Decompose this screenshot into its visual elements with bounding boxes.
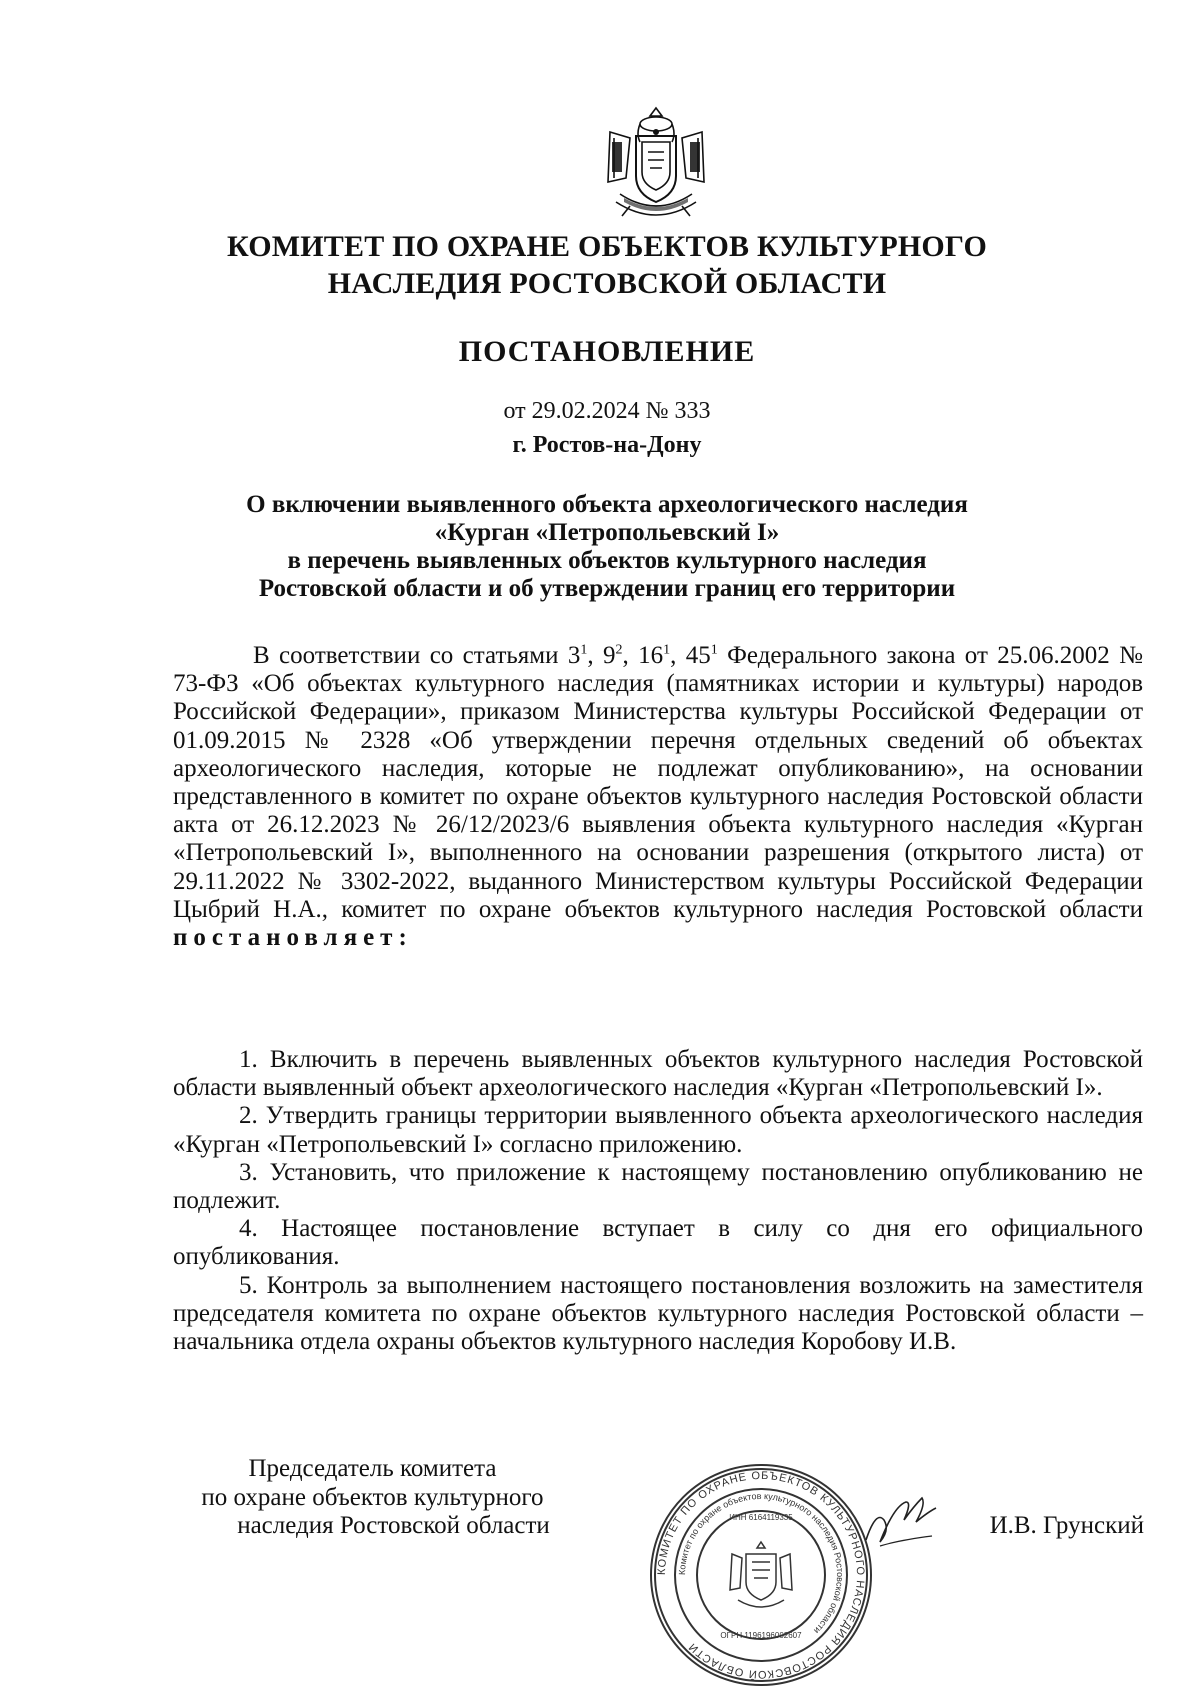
decree-item-2: 2. Утвердить границы территории выявленного объекта археологического наследия «Курган «Петропольевский I» согласно приложению.	[173, 1102, 1143, 1158]
position-line-2: по охране объектов культурного	[201, 1483, 544, 1511]
organization-name	[0, 228, 1200, 302]
subject-line-4: Ростовской области и об утверждении границ его территории	[258, 575, 956, 602]
subject-line-1: О включении выявленного объекта археологического наследия	[246, 491, 968, 518]
stamp-inner-text: Комитет по охране объектов культурного наследия Ростовской области	[676, 1490, 846, 1636]
stamp-outer-text: КОМИТЕТ ПО ОХРАНЕ ОБЪЕКТОВ КУЛЬТУРНОГО НАСЛЕДИЯ РОСТОВСКОЙ ОБЛАСТИ	[655, 1469, 867, 1681]
organization-line-2: НАСЛЕДИЯ РОСТОВСКОЙ ОБЛАСТИ	[327, 267, 887, 300]
decree-items	[173, 1046, 1143, 1356]
stamp-inn: ИНН 6164119335	[729, 1513, 793, 1522]
document-subject	[0, 491, 1200, 603]
signatory-position	[160, 1455, 585, 1541]
subject-line-3: в перечень выявленных объектов культурного наследия	[287, 547, 927, 574]
position-line-1: Председатель комитета	[248, 1455, 497, 1482]
preamble-text-1: В соответствии со статьями 3	[253, 642, 581, 669]
preamble-text-5: Федерального закона от 25.06.2002 № 73-ФЗ «Об объектах культурного наследия (памятниках истории и культуры) народов Российской Федерации», приказом Министерства культуры Российской Федерации от 01.09.2015 № 2328 «Об утверждении перечня отдельных сведений об объектах археологического наследия, которые не подлежат опубликованию», на основании представленного в комитет по охране объектов культурного наследия Ростовской области акта от 26.12.2023 № 26/12/2023/6 выявления объекта культурного наследия «Курган «Петропольевский I», выполненного на основании разрешения (открытого листа) от 29.11.2022 № 3302-2022, выданного Министерством культуры Российской Федерации Цыбрий Н.А., комитет по охране объектов культурного наследия Ростовской области	[173, 642, 1144, 923]
document-city: г. Ростов-на-Дону	[512, 432, 702, 458]
organization-line-1: КОМИТЕТ ПО ОХРАНЕ ОБЪЕКТОВ КУЛЬТУРНОГО	[227, 230, 987, 263]
preamble-paragraph	[173, 642, 1143, 952]
stamp-ogrn: ОГРН 1196196002607	[720, 1631, 802, 1640]
coat-of-arms-emblem	[600, 102, 712, 220]
decree-word: постановляет:	[173, 924, 413, 952]
svg-text:КОМИТЕТ ПО ОХРАНЕ ОБЪЕКТОВ КУЛ	[656, 1470, 866, 1681]
decree-item-4: 4. Настоящее постановление вступает в силу со дня его официального опубликования.	[173, 1215, 1143, 1271]
superscript-4: 1	[710, 642, 718, 658]
decree-item-3: 3. Установить, что приложение к настоящему постановлению опубликованию не подлежит.	[173, 1158, 1143, 1215]
subject-line-2: «Курган «Петропольевский I»	[434, 519, 780, 546]
document-date-number: от 29.02.2024 № 333	[503, 398, 711, 424]
decree-item-5: 5. Контроль за выполнением настоящего постановления возложить на заместителя председателя комитета по охране объектов культурного наследия Ростовской области – начальника отдела охраны объектов культурного наследия Коробову И.В.	[173, 1271, 1143, 1356]
document-type: ПОСТАНОВЛЕНИЕ	[458, 335, 756, 368]
superscript-3: 1	[663, 642, 671, 658]
superscript-2: 2	[615, 642, 623, 658]
decree-item-1: 1. Включить в перечень выявленных объектов культурного наследия Ростовской области выявленный объект археологического наследия «Курган «Петропольевский I».	[173, 1046, 1143, 1102]
position-line-3: наследия Ростовской области	[237, 1512, 550, 1539]
official-stamp	[648, 1462, 874, 1688]
preamble-text-3: , 16	[622, 642, 664, 669]
stamp-emblem-icon	[730, 1542, 792, 1607]
preamble-text-2: , 9	[587, 642, 616, 669]
preamble-text-4: , 45	[670, 642, 711, 669]
signatory-name: И.В. Грунский	[989, 1512, 1144, 1539]
handwritten-signature	[860, 1490, 940, 1560]
superscript-1: 1	[580, 642, 588, 658]
